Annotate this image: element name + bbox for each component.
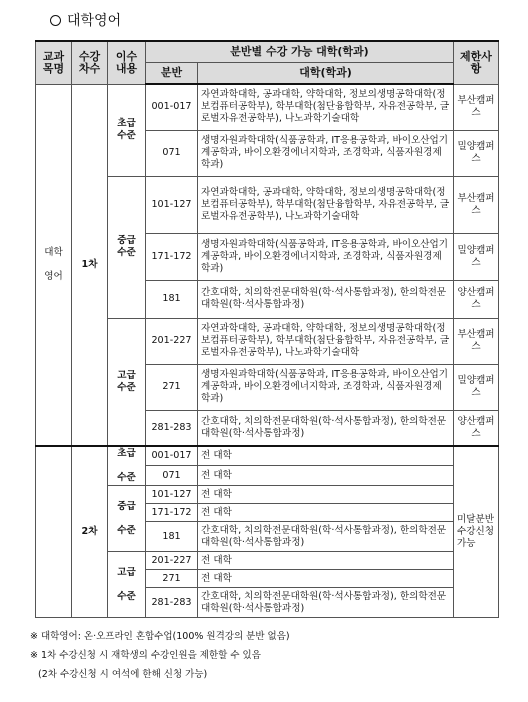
section-cell: 001-017 [146,84,198,130]
college-cell: 자연과학대학, 공과대학, 약학대학, 정보의생명공학대학(정보컴퓨터공학부), 학부대학(첨단융합학부, 자유전공학부, 글로벌자유전공학부), 나노과학기술대학 [198,318,454,364]
section-cell: 271 [146,364,198,410]
section-cell: 001-017 [146,446,198,466]
section-cell: 281-283 [146,588,198,618]
round2-level-intermediate: 중급 수준 [108,486,146,552]
header-group: 분반별 수강 가능 대학(학과) [146,41,454,63]
restriction-cell: 밀양캠퍼스 [454,130,499,176]
header-level: 이수 내용 [108,41,146,84]
college-cell: 생명자원과학대학(식품공학과, IT응용공학과, 바이오산업기계공학과, 바이오환경에너지학과, 조경학과, 식품자원경제학과) [198,364,454,410]
section-cell: 181 [146,280,198,318]
restriction-cell: 양산캠퍼스 [454,280,499,318]
round2-label: 2차 [72,446,108,618]
restriction-cell: 부산캠퍼스 [454,84,499,130]
footnote: (2차 수강신청 시 여석에 한해 신청 가능) [38,669,208,680]
college-cell: 간호대학, 치의학전문대학원(학·석사통합과정), 한의학전문대학원(학·석사통합과정) [198,588,454,618]
restriction-cell: 부산캠퍼스 [454,318,499,364]
college-cell: 전 대학 [198,486,454,504]
round1-label: 1차 [72,84,108,446]
section-cell: 071 [146,130,198,176]
restriction-cell: 밀양캠퍼스 [454,233,499,280]
heading-text: 대학영어 [67,13,122,29]
section-heading [50,10,121,30]
college-cell: 전 대학 [198,570,454,588]
header-section: 분반 [146,63,198,85]
college-cell: 전 대학 [198,552,454,570]
section-cell: 201-227 [146,552,198,570]
header-college: 대학(학과) [198,63,454,85]
section-cell: 071 [146,466,198,486]
college-cell: 전 대학 [198,446,454,466]
college-cell: 간호대학, 치의학전문대학원(학·석사통합과정), 한의학전문대학원(학·석사통합과정) [198,522,454,552]
college-cell: 자연과학대학, 공과대학, 약학대학, 정보의생명공학대학(정보컴퓨터공학부), 학부대학(첨단융합학부, 자유전공학부, 글로벌자유전공학부), 나노과학기술대학 [198,176,454,233]
round2-level-beginner: 초급 수준 [108,446,146,486]
header-subject: 교과 목명 [36,41,72,84]
section-cell: 181 [146,522,198,552]
section-cell: 171-172 [146,233,198,280]
section-cell: 201-227 [146,318,198,364]
section-cell: 271 [146,570,198,588]
restriction-cell: 부산캠퍼스 [454,176,499,233]
header-restriction: 제한사항 [454,41,499,84]
round2-level-advanced: 고급 수준 [108,552,146,618]
footnotes [30,627,290,684]
restriction-cell: 밀양캠퍼스 [454,364,499,410]
subject-cell: 대학 영어 [36,84,72,446]
round1-level-intermediate: 중급 수준 [108,176,146,318]
footnote: ※ 1차 수강신청 시 재학생의 수강인원을 제한할 수 있음 [30,650,261,661]
section-cell: 281-283 [146,410,198,446]
college-cell: 전 대학 [198,504,454,522]
section-cell: 171-172 [146,504,198,522]
college-cell: 생명자원과학대학(식품공학과, IT응용공학과, 바이오산업기계공학과, 바이오환경에너지학과, 조경학과, 식품자원경제학과) [198,233,454,280]
college-cell: 생명자원과학대학(식품공학과, IT응용공학과, 바이오산업기계공학과, 바이오환경에너지학과, 조경학과, 식품자원경제학과) [198,130,454,176]
subject-cell-round2 [36,446,72,618]
round2-restriction: 미달분반 수강신청 가능 [454,446,499,618]
college-cell: 간호대학, 치의학전문대학원(학·석사통합과정), 한의학전문대학원(학·석사통합과정) [198,410,454,446]
college-cell: 전 대학 [198,466,454,486]
restriction-cell: 양산캠퍼스 [454,410,499,446]
header-round: 수강 차수 [72,41,108,84]
section-cell: 101-127 [146,176,198,233]
enrollment-table [35,40,499,618]
college-cell: 자연과학대학, 공과대학, 약학대학, 정보의생명공학대학(정보컴퓨터공학부), 학부대학(첨단융합학부, 자유전공학부, 글로벌자유전공학부), 나노과학기술대학 [198,84,454,130]
round1-level-advanced: 고급 수준 [108,318,146,446]
college-cell: 간호대학, 치의학전문대학원(학·석사통합과정), 한의학전문대학원(학·석사통합과정) [198,280,454,318]
circle-bullet-icon [50,15,61,26]
section-cell: 101-127 [146,486,198,504]
footnote: ※ 대학영어: 온·오프라인 혼합수업(100% 원격강의 분반 없음) [30,631,290,642]
round1-level-beginner: 초급 수준 [108,84,146,176]
